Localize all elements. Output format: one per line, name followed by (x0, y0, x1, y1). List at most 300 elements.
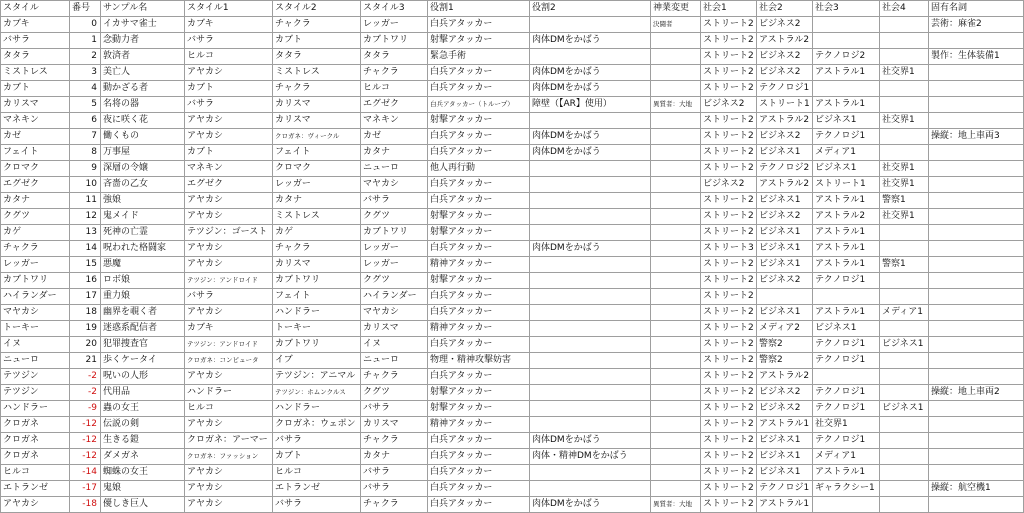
cell-sample-name[interactable]: 死神の亡霊 (101, 225, 185, 241)
cell-society4[interactable] (880, 449, 929, 465)
cell-style1[interactable]: テツジン：アンドロイド (185, 273, 273, 289)
cell-proper-noun[interactable] (929, 353, 1024, 369)
cell-role2[interactable] (530, 305, 651, 321)
cell-number[interactable]: 9 (70, 161, 101, 177)
cell-sample-name[interactable]: 敦済者 (101, 49, 185, 65)
cell-style[interactable]: カタナ (1, 193, 70, 209)
cell-style1[interactable]: バサラ (185, 289, 273, 305)
cell-role1[interactable]: 白兵アタッカー (428, 497, 530, 513)
cell-role1[interactable]: 白兵アタッカー (428, 433, 530, 449)
cell-number[interactable]: 18 (70, 305, 101, 321)
cell-role2[interactable] (530, 273, 651, 289)
cell-style[interactable]: ニューロ (1, 353, 70, 369)
cell-style1[interactable]: カブキ (185, 321, 273, 337)
header-cell-style1[interactable]: スタイル1 (185, 1, 273, 17)
cell-society4[interactable] (880, 17, 929, 33)
cell-society2[interactable]: アストラル2 (757, 113, 813, 129)
cell-society2[interactable]: ストリート1 (757, 97, 813, 113)
cell-shingo-change[interactable] (651, 273, 701, 289)
cell-role2[interactable] (530, 193, 651, 209)
cell-proper-noun[interactable] (929, 257, 1024, 273)
cell-number[interactable]: 11 (70, 193, 101, 209)
cell-role2[interactable]: 肉体DMをかばう (530, 129, 651, 145)
cell-role2[interactable]: 肉体DMをかばう (530, 241, 651, 257)
cell-society3[interactable] (813, 289, 880, 305)
cell-sample-name[interactable]: 呪われた格闘家 (101, 241, 185, 257)
cell-style2[interactable]: テツジン：アニマル (273, 369, 361, 385)
cell-society2[interactable]: メディア2 (757, 321, 813, 337)
cell-society2[interactable]: ビジネス1 (757, 145, 813, 161)
cell-role1[interactable]: 白兵アタッカー (428, 289, 530, 305)
cell-society3[interactable] (813, 497, 880, 513)
cell-style3[interactable]: マネキン (361, 113, 428, 129)
cell-style2[interactable]: トーキー (273, 321, 361, 337)
cell-number[interactable]: 8 (70, 145, 101, 161)
cell-style[interactable]: カリスマ (1, 97, 70, 113)
cell-society4[interactable]: 社交界1 (880, 65, 929, 81)
cell-society2[interactable]: テクノロジ1 (757, 81, 813, 97)
cell-role1[interactable]: 射撃アタッカー (428, 401, 530, 417)
header-cell-style[interactable]: スタイル (1, 1, 70, 17)
cell-style1[interactable]: マネキン (185, 161, 273, 177)
cell-society1[interactable]: ストリート2 (701, 337, 757, 353)
cell-proper-noun[interactable] (929, 97, 1024, 113)
cell-role1[interactable]: 白兵アタッカー (428, 465, 530, 481)
cell-society1[interactable]: ストリート2 (701, 145, 757, 161)
cell-style[interactable]: ミストレス (1, 65, 70, 81)
cell-style3[interactable]: ニューロ (361, 161, 428, 177)
cell-society2[interactable]: ビジネス1 (757, 225, 813, 241)
cell-style[interactable]: カブト (1, 81, 70, 97)
cell-style3[interactable]: カブトワリ (361, 33, 428, 49)
cell-society2[interactable]: ビジネス1 (757, 449, 813, 465)
cell-society3[interactable] (813, 33, 880, 49)
cell-style2[interactable]: ミストレス (273, 65, 361, 81)
cell-style[interactable]: アヤカシ (1, 497, 70, 513)
cell-style[interactable]: マネキン (1, 113, 70, 129)
cell-style1[interactable]: アヤカシ (185, 65, 273, 81)
cell-style[interactable]: エトランゼ (1, 481, 70, 497)
cell-society1[interactable]: ストリート2 (701, 305, 757, 321)
cell-style3[interactable]: マヤカシ (361, 305, 428, 321)
cell-society4[interactable]: メディア1 (880, 305, 929, 321)
cell-shingo-change[interactable] (651, 33, 701, 49)
cell-style3[interactable]: レッガー (361, 17, 428, 33)
header-cell-society2[interactable]: 社会2 (757, 1, 813, 17)
cell-number[interactable]: 13 (70, 225, 101, 241)
cell-shingo-change[interactable] (651, 177, 701, 193)
cell-proper-noun[interactable] (929, 65, 1024, 81)
cell-society1[interactable]: ストリート2 (701, 209, 757, 225)
cell-number[interactable]: 3 (70, 65, 101, 81)
cell-society3[interactable]: テクノロジ1 (813, 433, 880, 449)
cell-role2[interactable]: 肉体DMをかばう (530, 81, 651, 97)
cell-society3[interactable]: ビジネス1 (813, 321, 880, 337)
cell-style1[interactable]: アヤカシ (185, 193, 273, 209)
cell-society2[interactable]: 警察2 (757, 337, 813, 353)
cell-society4[interactable] (880, 385, 929, 401)
cell-role2[interactable] (530, 177, 651, 193)
cell-role1[interactable]: 白兵アタッカー (428, 305, 530, 321)
cell-style3[interactable]: ハイランダー (361, 289, 428, 305)
cell-sample-name[interactable]: 呪いの人形 (101, 369, 185, 385)
cell-number[interactable]: 20 (70, 337, 101, 353)
cell-society2[interactable]: ビジネス1 (757, 241, 813, 257)
cell-style3[interactable]: カゼ (361, 129, 428, 145)
cell-society1[interactable]: ストリート2 (701, 49, 757, 65)
cell-role1[interactable]: 緊急手術 (428, 49, 530, 65)
cell-style[interactable]: テツジン (1, 369, 70, 385)
cell-society4[interactable]: ビジネス1 (880, 337, 929, 353)
cell-number[interactable]: 1 (70, 33, 101, 49)
cell-proper-noun[interactable] (929, 305, 1024, 321)
cell-shingo-change[interactable] (651, 305, 701, 321)
cell-society1[interactable]: ビジネス2 (701, 97, 757, 113)
cell-style[interactable]: レッガー (1, 257, 70, 273)
cell-society1[interactable]: ストリート2 (701, 433, 757, 449)
cell-society3[interactable]: ギャラクシー1 (813, 481, 880, 497)
cell-society4[interactable]: 警察1 (880, 193, 929, 209)
cell-style[interactable]: テツジン (1, 385, 70, 401)
cell-society4[interactable] (880, 225, 929, 241)
cell-style[interactable]: ヒルコ (1, 465, 70, 481)
cell-style1[interactable]: アヤカシ (185, 465, 273, 481)
cell-sample-name[interactable]: 夜に咲く花 (101, 113, 185, 129)
cell-role2[interactable]: 肉体DMをかばう (530, 65, 651, 81)
cell-shingo-change[interactable] (651, 433, 701, 449)
cell-society2[interactable] (757, 289, 813, 305)
cell-society1[interactable]: ストリート2 (701, 417, 757, 433)
cell-society3[interactable] (813, 369, 880, 385)
cell-society3[interactable]: テクノロジ1 (813, 353, 880, 369)
cell-style2[interactable]: フェイト (273, 289, 361, 305)
cell-society2[interactable]: ビジネス2 (757, 65, 813, 81)
cell-society2[interactable]: アストラル2 (757, 369, 813, 385)
cell-number[interactable]: 15 (70, 257, 101, 273)
cell-sample-name[interactable]: 犯罪捜査官 (101, 337, 185, 353)
cell-society3[interactable]: テクノロジ1 (813, 273, 880, 289)
cell-sample-name[interactable]: 万事屋 (101, 145, 185, 161)
cell-sample-name[interactable]: 代用品 (101, 385, 185, 401)
cell-role2[interactable] (530, 257, 651, 273)
cell-style[interactable]: ハンドラー (1, 401, 70, 417)
cell-role1[interactable]: 白兵アタッカー (428, 145, 530, 161)
cell-role1[interactable]: 白兵アタッカー (428, 193, 530, 209)
cell-society2[interactable]: ビジネス2 (757, 17, 813, 33)
cell-style2[interactable]: カゲ (273, 225, 361, 241)
cell-society3[interactable]: テクノロジ1 (813, 129, 880, 145)
cell-role1[interactable]: 白兵アタッカー (428, 337, 530, 353)
cell-number[interactable]: -2 (70, 385, 101, 401)
cell-role2[interactable]: 肉体DMをかばう (530, 433, 651, 449)
cell-style3[interactable]: バサラ (361, 481, 428, 497)
cell-style3[interactable]: レッガー (361, 257, 428, 273)
cell-shingo-change[interactable] (651, 369, 701, 385)
cell-number[interactable]: 12 (70, 209, 101, 225)
cell-style[interactable]: トーキー (1, 321, 70, 337)
cell-society2[interactable]: ビジネス1 (757, 465, 813, 481)
cell-style1[interactable]: アヤカシ (185, 113, 273, 129)
cell-shingo-change[interactable] (651, 481, 701, 497)
cell-society2[interactable]: 警察2 (757, 353, 813, 369)
cell-role2[interactable] (530, 161, 651, 177)
cell-shingo-change[interactable] (651, 225, 701, 241)
cell-proper-noun[interactable] (929, 113, 1024, 129)
header-cell-sample-name[interactable]: サンプル名 (101, 1, 185, 17)
cell-role2[interactable] (530, 49, 651, 65)
cell-society2[interactable]: ビジネス1 (757, 305, 813, 321)
cell-proper-noun[interactable] (929, 161, 1024, 177)
header-cell-society4[interactable]: 社会4 (880, 1, 929, 17)
cell-shingo-change[interactable] (651, 417, 701, 433)
cell-society4[interactable]: 社交界1 (880, 177, 929, 193)
cell-proper-noun[interactable] (929, 241, 1024, 257)
cell-role2[interactable] (530, 465, 651, 481)
cell-style2[interactable]: バサラ (273, 497, 361, 513)
cell-society1[interactable]: ストリート2 (701, 449, 757, 465)
cell-society3[interactable]: ビジネス1 (813, 161, 880, 177)
cell-style1[interactable]: アヤカシ (185, 369, 273, 385)
cell-proper-noun[interactable] (929, 417, 1024, 433)
cell-sample-name[interactable]: 歩くケータイ (101, 353, 185, 369)
cell-role1[interactable]: 射撃アタッカー (428, 209, 530, 225)
cell-society3[interactable]: アストラル1 (813, 465, 880, 481)
cell-society4[interactable] (880, 49, 929, 65)
cell-society1[interactable]: ストリート2 (701, 225, 757, 241)
cell-proper-noun[interactable] (929, 225, 1024, 241)
cell-society1[interactable]: ストリート2 (701, 353, 757, 369)
cell-shingo-change[interactable] (651, 193, 701, 209)
header-cell-proper-noun[interactable]: 固有名詞 (929, 1, 1024, 17)
cell-sample-name[interactable]: 悪魔 (101, 257, 185, 273)
cell-sample-name[interactable]: 伝説の剣 (101, 417, 185, 433)
cell-society4[interactable] (880, 433, 929, 449)
cell-role2[interactable] (530, 369, 651, 385)
cell-society4[interactable] (880, 369, 929, 385)
cell-role1[interactable]: 白兵アタッカー (428, 369, 530, 385)
cell-role1[interactable]: 白兵アタッカー (428, 81, 530, 97)
cell-sample-name[interactable]: 生きる鎧 (101, 433, 185, 449)
cell-proper-noun[interactable]: 操縦：地上車両3 (929, 129, 1024, 145)
cell-style[interactable]: カゲ (1, 225, 70, 241)
cell-shingo-change[interactable] (651, 209, 701, 225)
cell-shingo-change[interactable] (651, 401, 701, 417)
cell-society3[interactable]: テクノロジ1 (813, 401, 880, 417)
cell-shingo-change[interactable] (651, 161, 701, 177)
cell-shingo-change[interactable] (651, 81, 701, 97)
cell-society2[interactable]: ビジネス2 (757, 385, 813, 401)
cell-style1[interactable]: クロガネ：コンピュータ (185, 353, 273, 369)
cell-society3[interactable]: アストラル1 (813, 257, 880, 273)
cell-style[interactable]: タタラ (1, 49, 70, 65)
cell-shingo-change[interactable] (651, 113, 701, 129)
cell-role2[interactable]: 肉体DMをかばう (530, 145, 651, 161)
cell-role1[interactable]: 白兵アタッカー (428, 449, 530, 465)
cell-role1[interactable]: 精神アタッカー (428, 417, 530, 433)
cell-shingo-change[interactable] (651, 449, 701, 465)
cell-society3[interactable]: メディア1 (813, 145, 880, 161)
cell-number[interactable]: -14 (70, 465, 101, 481)
cell-society1[interactable]: ストリート2 (701, 33, 757, 49)
cell-style2[interactable]: ミストレス (273, 209, 361, 225)
cell-society4[interactable] (880, 417, 929, 433)
cell-proper-noun[interactable]: 操縦：地上車両2 (929, 385, 1024, 401)
cell-number[interactable]: -17 (70, 481, 101, 497)
cell-style3[interactable]: カリスマ (361, 417, 428, 433)
cell-role1[interactable]: 白兵アタッカー (428, 241, 530, 257)
cell-sample-name[interactable]: 鬼娘 (101, 481, 185, 497)
cell-society1[interactable]: ストリート2 (701, 401, 757, 417)
cell-sample-name[interactable]: 働くもの (101, 129, 185, 145)
cell-number[interactable]: -12 (70, 433, 101, 449)
cell-proper-noun[interactable] (929, 321, 1024, 337)
header-cell-style3[interactable]: スタイル3 (361, 1, 428, 17)
cell-society2[interactable]: テクノロジ1 (757, 481, 813, 497)
cell-proper-noun[interactable]: 芸術：麻雀2 (929, 17, 1024, 33)
cell-society1[interactable]: ストリート2 (701, 497, 757, 513)
cell-society3[interactable]: アストラル1 (813, 305, 880, 321)
cell-society3[interactable]: テクノロジ1 (813, 385, 880, 401)
cell-style[interactable]: カブトワリ (1, 273, 70, 289)
cell-proper-noun[interactable] (929, 449, 1024, 465)
cell-society3[interactable]: メディア1 (813, 449, 880, 465)
cell-role1[interactable]: 精神アタッカー (428, 257, 530, 273)
cell-society1[interactable]: ストリート2 (701, 289, 757, 305)
cell-style1[interactable]: アヤカシ (185, 209, 273, 225)
cell-role2[interactable] (530, 289, 651, 305)
cell-number[interactable]: 5 (70, 97, 101, 113)
cell-style2[interactable]: エトランゼ (273, 481, 361, 497)
cell-style[interactable]: カゼ (1, 129, 70, 145)
cell-role1[interactable]: 白兵アタッカー (428, 129, 530, 145)
cell-style3[interactable]: チャクラ (361, 369, 428, 385)
cell-shingo-change[interactable] (651, 465, 701, 481)
cell-style1[interactable]: ヒルコ (185, 401, 273, 417)
cell-society1[interactable]: ストリート2 (701, 385, 757, 401)
cell-number[interactable]: 7 (70, 129, 101, 145)
cell-sample-name[interactable]: 迷惑系配信者 (101, 321, 185, 337)
cell-society4[interactable]: 警察1 (880, 257, 929, 273)
cell-style2[interactable]: クロマク (273, 161, 361, 177)
cell-society2[interactable]: アストラル2 (757, 177, 813, 193)
cell-shingo-change[interactable] (651, 65, 701, 81)
cell-role2[interactable] (530, 113, 651, 129)
cell-style3[interactable]: チャクラ (361, 433, 428, 449)
cell-sample-name[interactable]: 名将の器 (101, 97, 185, 113)
cell-role2[interactable]: 肉体・精神DMをかばう (530, 449, 651, 465)
cell-shingo-change[interactable] (651, 289, 701, 305)
cell-society3[interactable]: アストラル1 (813, 193, 880, 209)
cell-style2[interactable]: カリスマ (273, 257, 361, 273)
cell-sample-name[interactable]: 深層の令嬢 (101, 161, 185, 177)
cell-proper-noun[interactable] (929, 369, 1024, 385)
cell-society4[interactable] (880, 353, 929, 369)
cell-style1[interactable]: テツジン：ゴースト (185, 225, 273, 241)
cell-style2[interactable]: イブ (273, 353, 361, 369)
cell-style3[interactable]: カタナ (361, 449, 428, 465)
cell-style3[interactable]: イヌ (361, 337, 428, 353)
cell-number[interactable]: 19 (70, 321, 101, 337)
cell-style[interactable]: エグゼク (1, 177, 70, 193)
cell-society2[interactable]: ビジネス2 (757, 273, 813, 289)
cell-society4[interactable] (880, 497, 929, 513)
cell-style3[interactable]: レッガー (361, 241, 428, 257)
cell-society1[interactable]: ストリート2 (701, 113, 757, 129)
cell-style3[interactable]: チャクラ (361, 65, 428, 81)
cell-proper-noun[interactable]: 製作：生体装備1 (929, 49, 1024, 65)
cell-style2[interactable]: チャクラ (273, 17, 361, 33)
cell-role1[interactable]: 射撃アタッカー (428, 385, 530, 401)
cell-role2[interactable]: 肉体DMをかばう (530, 497, 651, 513)
cell-style3[interactable]: ニューロ (361, 353, 428, 369)
cell-style3[interactable]: カタナ (361, 145, 428, 161)
cell-style2[interactable]: タタラ (273, 49, 361, 65)
cell-society1[interactable]: ストリート3 (701, 241, 757, 257)
cell-sample-name[interactable]: イカサマ雀士 (101, 17, 185, 33)
cell-style3[interactable]: クグツ (361, 273, 428, 289)
cell-number[interactable]: 4 (70, 81, 101, 97)
cell-style1[interactable]: アヤカシ (185, 417, 273, 433)
cell-style1[interactable]: クロガネ：アーマー (185, 433, 273, 449)
cell-number[interactable]: -2 (70, 369, 101, 385)
cell-style3[interactable]: マヤカシ (361, 177, 428, 193)
cell-style2[interactable]: カブトワリ (273, 337, 361, 353)
cell-style2[interactable]: バサラ (273, 433, 361, 449)
cell-style2[interactable]: カリスマ (273, 97, 361, 113)
cell-society1[interactable]: ストリート2 (701, 193, 757, 209)
cell-number[interactable]: -12 (70, 449, 101, 465)
cell-society1[interactable]: ストリート2 (701, 481, 757, 497)
cell-style[interactable]: クロガネ (1, 449, 70, 465)
cell-shingo-change[interactable] (651, 145, 701, 161)
cell-society3[interactable]: 社交界1 (813, 417, 880, 433)
cell-society2[interactable]: ビジネス2 (757, 209, 813, 225)
cell-role2[interactable] (530, 225, 651, 241)
cell-style2[interactable]: カブト (273, 449, 361, 465)
cell-style[interactable]: マヤカシ (1, 305, 70, 321)
cell-style3[interactable]: クグツ (361, 209, 428, 225)
cell-style1[interactable]: バサラ (185, 33, 273, 49)
cell-role2[interactable] (530, 401, 651, 417)
cell-society1[interactable]: ストリート2 (701, 17, 757, 33)
cell-style[interactable]: クグツ (1, 209, 70, 225)
cell-proper-noun[interactable] (929, 177, 1024, 193)
cell-society3[interactable]: テクノロジ2 (813, 49, 880, 65)
cell-proper-noun[interactable] (929, 273, 1024, 289)
cell-society4[interactable] (880, 33, 929, 49)
cell-role1[interactable]: 物理・精神攻撃妨害 (428, 353, 530, 369)
cell-number[interactable]: 17 (70, 289, 101, 305)
cell-shingo-change[interactable]: 異質者：大地 (651, 97, 701, 113)
cell-role2[interactable] (530, 17, 651, 33)
cell-style1[interactable]: ハンドラー (185, 385, 273, 401)
cell-style1[interactable]: アヤカシ (185, 497, 273, 513)
cell-society4[interactable] (880, 145, 929, 161)
cell-style[interactable]: カブキ (1, 17, 70, 33)
cell-proper-noun[interactable] (929, 433, 1024, 449)
cell-sample-name[interactable]: 強娘 (101, 193, 185, 209)
cell-style1[interactable]: アヤカシ (185, 129, 273, 145)
cell-proper-noun[interactable]: 操縦：航空機1 (929, 481, 1024, 497)
cell-style2[interactable]: テツジン：ホムンクルス (273, 385, 361, 401)
cell-society3[interactable]: ビジネス1 (813, 113, 880, 129)
cell-society1[interactable]: ストリート2 (701, 369, 757, 385)
cell-society4[interactable] (880, 289, 929, 305)
cell-role2[interactable] (530, 353, 651, 369)
cell-society3[interactable]: アストラル1 (813, 225, 880, 241)
cell-shingo-change[interactable] (651, 129, 701, 145)
cell-style[interactable]: クロガネ (1, 417, 70, 433)
